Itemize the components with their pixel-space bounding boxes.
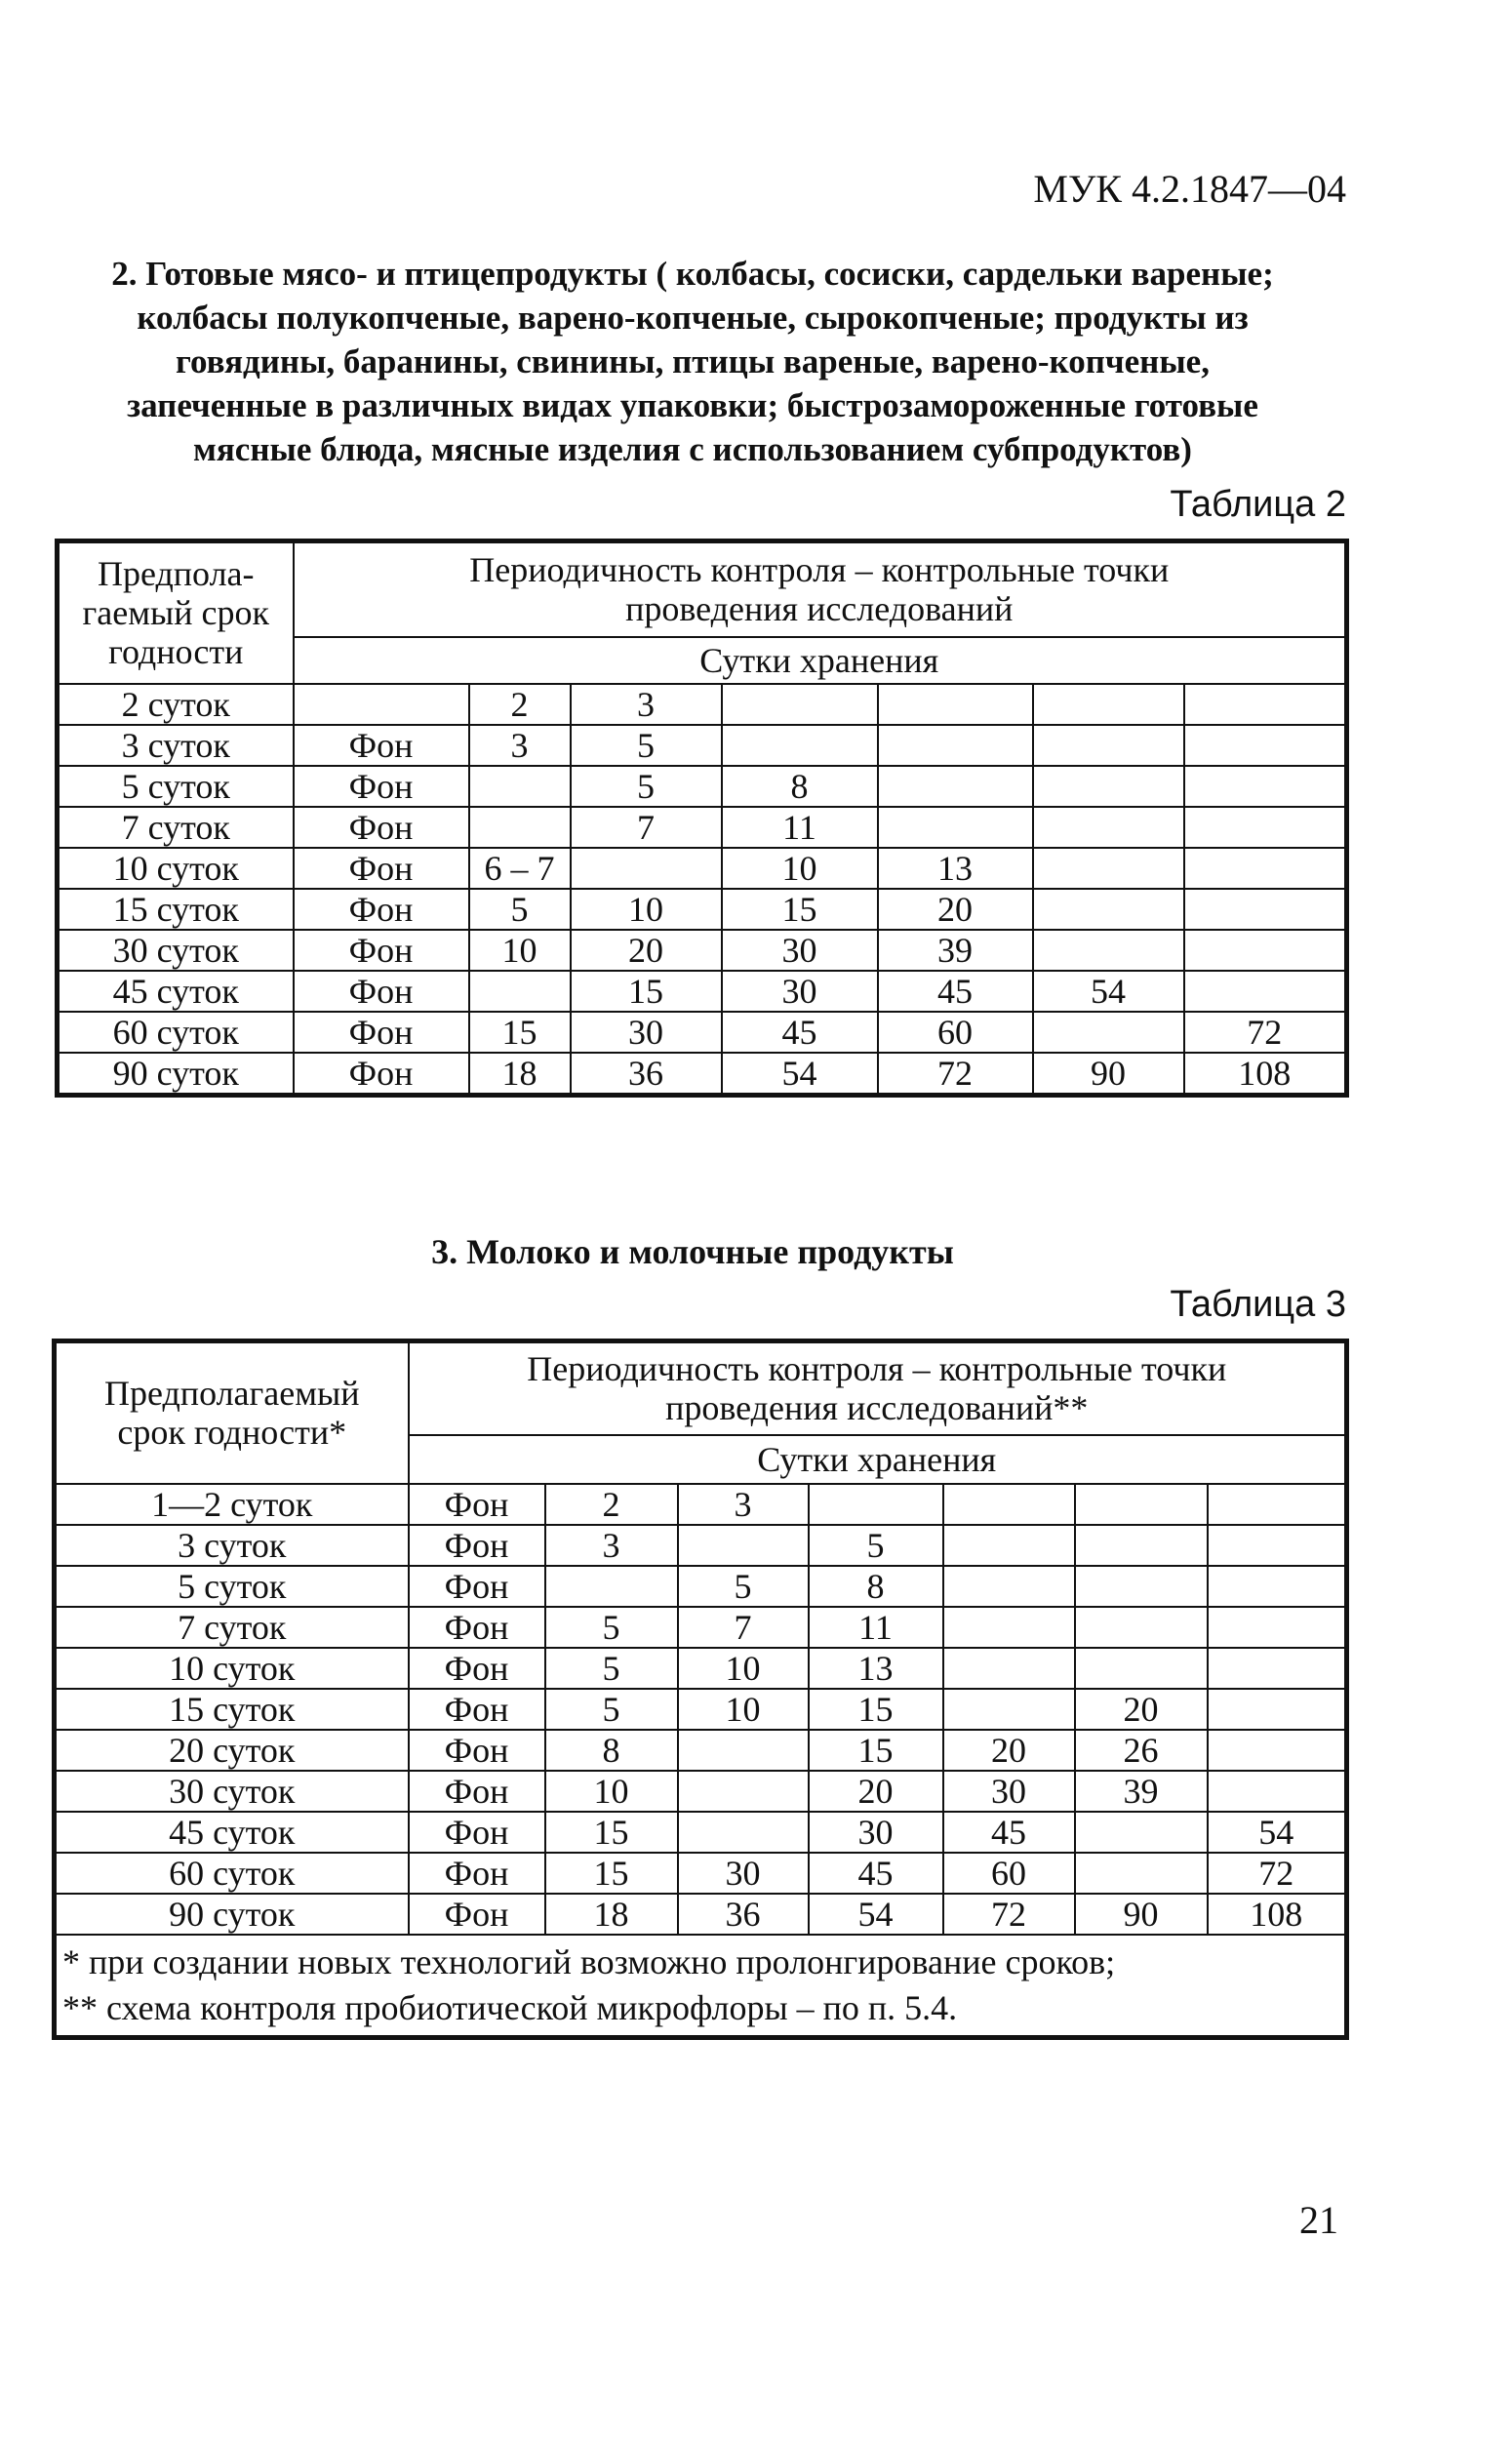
control-point-cell: 20 [943,1730,1075,1771]
heading-line: мясные блюда, мясные изделия с использованием субпродуктов) [193,430,1192,468]
header-line: срок годности* [117,1413,347,1453]
table-row [55,1771,1347,1812]
table-3-footnotes [55,1935,1347,2038]
control-point-cell: 3 [545,1525,678,1566]
baseline-cell: Фон [294,766,469,807]
control-point-cell: 15 [469,1012,571,1053]
control-point-cell: 5 [545,1689,678,1730]
control-point-cell [1208,1607,1347,1648]
footnote: * при создании новых технологий возможно пролонгирование сроков; [62,1941,1116,1981]
shelf-life-cell: 30 суток [58,930,294,971]
control-point-cell [1208,1730,1347,1771]
control-point-cell [1075,1853,1208,1894]
control-point-cell: 5 [571,766,722,807]
header-line: годности [108,632,244,672]
baseline-cell: Фон [294,889,469,930]
table-row [55,1894,1347,1935]
control-point-cell [1033,1012,1184,1053]
table-row [58,725,1347,766]
shelf-life-cell: 3 суток [58,725,294,766]
control-point-cell [1208,1771,1347,1812]
baseline-cell [294,684,469,725]
baseline-cell: Фон [294,848,469,889]
section-3-heading: 3. Молоко и молочные продукты [431,1232,954,1271]
control-point-cell: 5 [809,1525,943,1566]
shelf-life-cell: 60 суток [58,1012,294,1053]
table-row [55,1525,1347,1566]
control-point-cell [1184,725,1347,766]
control-point-cell: 60 [943,1853,1075,1894]
baseline-cell: Фон [409,1689,545,1730]
control-point-cell: 39 [878,930,1033,971]
baseline-cell: Фон [409,1525,545,1566]
baseline-cell: Фон [294,971,469,1012]
control-point-cell: 36 [678,1894,809,1935]
page-number: 21 [1299,2198,1338,2242]
storage-days-header: Сутки хранения [294,637,1347,684]
storage-days-header: Сутки хранения [409,1435,1347,1484]
control-point-cell: 10 [469,930,571,971]
shelf-life-cell: 90 суток [55,1894,409,1935]
shelf-life-cell: 7 суток [55,1607,409,1648]
table-row [58,848,1347,889]
control-point-cell [571,848,722,889]
control-point-cell [943,1689,1075,1730]
control-point-cell [1184,930,1347,971]
control-point-cell: 5 [469,889,571,930]
control-point-cell: 72 [1208,1853,1347,1894]
control-point-cell [1033,725,1184,766]
control-point-cell: 20 [571,930,722,971]
shelf-life-cell: 15 суток [55,1689,409,1730]
baseline-cell: Фон [409,1894,545,1935]
baseline-cell: Фон [409,1730,545,1771]
shelf-life-cell: 5 суток [55,1566,409,1607]
header-line: гаемый срок [82,593,269,633]
table-row [58,930,1347,971]
table-2-caption: Таблица 2 [1170,484,1346,525]
control-point-cell: 15 [722,889,878,930]
baseline-cell: Фон [294,725,469,766]
baseline-cell: Фон [409,1607,545,1648]
control-point-cell [1075,1648,1208,1689]
shelf-life-cell: 30 суток [55,1771,409,1812]
baseline-cell: Фон [409,1812,545,1853]
table-row [58,971,1347,1012]
control-point-cell [678,1730,809,1771]
control-point-cell [809,1484,943,1525]
control-point-cell [943,1525,1075,1566]
shelf-life-table-3 [52,1339,1349,2040]
control-point-cell: 72 [1184,1012,1347,1053]
shelf-life-cell: 15 суток [58,889,294,930]
control-point-cell: 8 [722,766,878,807]
header-line: Предполагаемый [103,1374,360,1414]
control-point-cell: 20 [809,1771,943,1812]
control-point-cell [1184,971,1347,1012]
control-point-cell: 30 [943,1771,1075,1812]
baseline-cell: Фон [409,1771,545,1812]
heading-line: запеченные в различных видах упаковки; быстрозамороженные готовые [127,386,1258,424]
control-point-cell [878,684,1033,725]
table-3-caption: Таблица 3 [1170,1284,1346,1325]
control-point-cell: 30 [571,1012,722,1053]
shelf-life-header [58,541,294,684]
control-point-cell [1208,1689,1347,1730]
control-point-cell [1033,848,1184,889]
shelf-life-cell: 60 суток [55,1853,409,1894]
shelf-life-cell: 90 суток [58,1053,294,1096]
control-point-cell: 20 [878,889,1033,930]
control-point-cell [878,766,1033,807]
control-point-cell: 30 [809,1812,943,1853]
control-point-cell: 3 [678,1484,809,1525]
table-row [55,1853,1347,1894]
table-row [55,1607,1347,1648]
control-point-cell: 3 [571,684,722,725]
control-point-cell [678,1771,809,1812]
control-point-cell [1208,1648,1347,1689]
control-point-cell: 5 [545,1607,678,1648]
control-point-cell [943,1566,1075,1607]
table-2-body [58,684,1347,1096]
table-3-body [55,1484,1347,1935]
control-point-cell [469,766,571,807]
header-line: Периодичность контроля – контрольные точки [527,1349,1227,1389]
control-point-cell: 26 [1075,1730,1208,1771]
control-point-cell: 108 [1184,1053,1347,1096]
shelf-life-cell: 20 суток [55,1730,409,1771]
control-point-cell: 20 [1075,1689,1208,1730]
control-point-cell: 30 [722,971,878,1012]
control-point-cell: 7 [678,1607,809,1648]
control-point-cell [943,1648,1075,1689]
control-point-cell [1208,1566,1347,1607]
header-line: проведения исследований** [665,1388,1089,1428]
control-point-cell: 11 [809,1607,943,1648]
shelf-life-header [55,1341,409,1484]
control-point-cell: 90 [1033,1053,1184,1096]
control-point-cell: 5 [571,725,722,766]
control-point-cell: 8 [809,1566,943,1607]
control-point-cell [1033,807,1184,848]
control-point-cell: 30 [678,1853,809,1894]
baseline-cell: Фон [409,1648,545,1689]
control-point-cell [1033,930,1184,971]
shelf-life-cell: 10 суток [55,1648,409,1689]
control-point-cell: 15 [545,1853,678,1894]
heading-line: говядины, баранины, свинины, птицы вареные, варено-копченые, [176,342,1210,380]
shelf-life-cell: 2 суток [58,684,294,725]
control-point-cell: 10 [722,848,878,889]
baseline-cell: Фон [294,1012,469,1053]
control-point-cell: 3 [469,725,571,766]
shelf-life-table-2 [55,539,1349,1098]
table-row [58,1012,1347,1053]
control-point-cell [1208,1484,1347,1525]
heading-line: колбасы полукопченые, варено-копченые, сырокопченые; продукты из [137,299,1249,337]
control-point-cell: 39 [1075,1771,1208,1812]
control-point-cell [878,725,1033,766]
control-point-cell: 2 [469,684,571,725]
table-row [58,684,1347,725]
table-row [58,807,1347,848]
shelf-life-cell: 45 суток [55,1812,409,1853]
control-point-cell: 54 [809,1894,943,1935]
control-point-cell: 10 [571,889,722,930]
control-point-cell: 60 [878,1012,1033,1053]
header-line: проведения исследований [625,589,1014,629]
baseline-cell: Фон [409,1566,545,1607]
control-point-cell: 6 – 7 [469,848,571,889]
control-point-cell [469,807,571,848]
control-point-cell: 45 [943,1812,1075,1853]
control-point-cell [878,807,1033,848]
control-point-cell [943,1607,1075,1648]
table-row [55,1812,1347,1853]
control-point-cell [1033,766,1184,807]
control-point-cell [469,971,571,1012]
control-point-cell [545,1566,678,1607]
table-row [55,1730,1347,1771]
control-point-cell [1184,684,1347,725]
control-point-cell: 13 [809,1648,943,1689]
baseline-cell: Фон [294,930,469,971]
header-line: Предпола- [97,554,255,594]
control-point-cell: 11 [722,807,878,848]
control-point-cell: 10 [678,1689,809,1730]
control-point-cell [1184,889,1347,930]
table-row [58,889,1347,930]
table-row [55,1689,1347,1730]
control-point-cell: 72 [878,1053,1033,1096]
control-point-cell [722,684,878,725]
control-point-cell: 18 [469,1053,571,1096]
control-point-cell: 30 [722,930,878,971]
control-point-cell: 36 [571,1053,722,1096]
control-point-cell [722,725,878,766]
control-point-cell [1075,1525,1208,1566]
table-row [55,1648,1347,1689]
control-point-cell: 2 [545,1484,678,1525]
control-point-cell: 54 [1033,971,1184,1012]
control-point-cell: 10 [678,1648,809,1689]
control-periodicity-header [409,1341,1347,1435]
control-point-cell: 5 [545,1648,678,1689]
control-point-cell: 13 [878,848,1033,889]
shelf-life-cell: 3 суток [55,1525,409,1566]
table-row [58,766,1347,807]
control-point-cell: 8 [545,1730,678,1771]
control-point-cell [1075,1812,1208,1853]
control-point-cell: 15 [809,1730,943,1771]
control-point-cell: 90 [1075,1894,1208,1935]
control-point-cell [1184,807,1347,848]
shelf-life-cell: 7 суток [58,807,294,848]
control-point-cell: 7 [571,807,722,848]
baseline-cell: Фон [409,1484,545,1525]
document-code: МУК 4.2.1847—04 [1033,167,1346,211]
control-point-cell: 45 [809,1853,943,1894]
control-point-cell: 15 [545,1812,678,1853]
table-row [55,1484,1347,1525]
shelf-life-cell: 10 суток [58,848,294,889]
table-row [55,1566,1347,1607]
baseline-cell: Фон [409,1853,545,1894]
heading-line: 2. Готовые мясо- и птицепродукты ( колбасы, сосиски, сардельки вареные; [111,255,1274,293]
control-point-cell: 18 [545,1894,678,1935]
control-point-cell [943,1484,1075,1525]
shelf-life-cell: 45 суток [58,971,294,1012]
control-point-cell [1033,889,1184,930]
footnote: ** схема контроля пробиотической микрофлоры – по п. 5.4. [62,1987,958,2027]
control-point-cell: 108 [1208,1894,1347,1935]
control-point-cell: 45 [878,971,1033,1012]
control-point-cell [1033,684,1184,725]
control-point-cell: 72 [943,1894,1075,1935]
control-point-cell: 15 [571,971,722,1012]
control-point-cell [1208,1525,1347,1566]
control-point-cell: 10 [545,1771,678,1812]
control-point-cell: 15 [809,1689,943,1730]
control-point-cell [1075,1484,1208,1525]
header-line: Периодичность контроля – контрольные точки [469,550,1170,590]
section-2-heading [59,252,1327,471]
control-point-cell: 54 [1208,1812,1347,1853]
control-point-cell [678,1525,809,1566]
control-point-cell [1184,766,1347,807]
control-point-cell: 5 [678,1566,809,1607]
control-point-cell: 45 [722,1012,878,1053]
baseline-cell: Фон [294,807,469,848]
shelf-life-cell: 5 суток [58,766,294,807]
control-point-cell [678,1812,809,1853]
control-periodicity-header [294,541,1347,637]
control-point-cell [1184,848,1347,889]
control-point-cell [1075,1607,1208,1648]
shelf-life-cell: 1—2 суток [55,1484,409,1525]
control-point-cell: 54 [722,1053,878,1096]
control-point-cell [1075,1566,1208,1607]
baseline-cell: Фон [294,1053,469,1096]
table-row [58,1053,1347,1096]
